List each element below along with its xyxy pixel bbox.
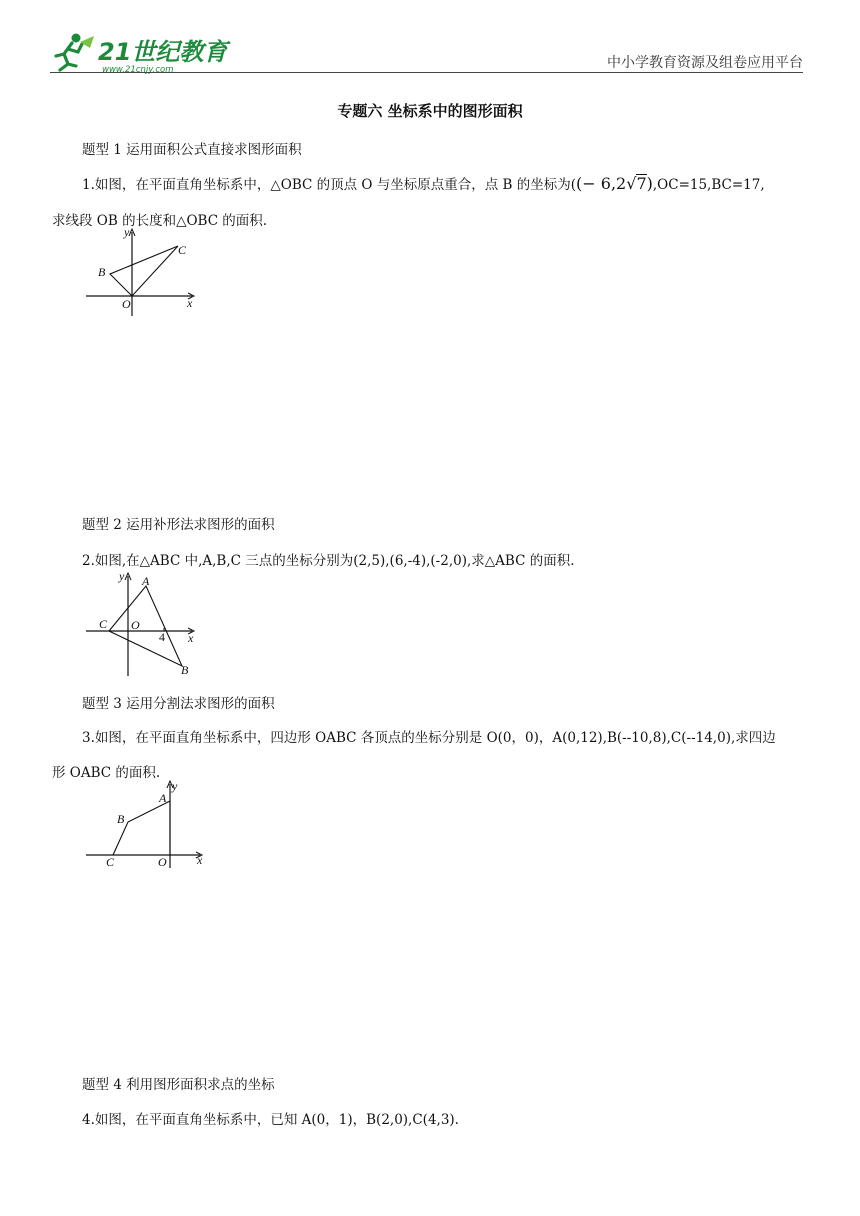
- platform-name: 中小学教育资源及组卷应用平台: [607, 55, 803, 71]
- problem-2-line1: 2.如图,在△ABC 中,A,B,C 三点的坐标分别为(2,5),(6,-4),(-2,0),求△ABC 的面积.: [82, 553, 575, 569]
- runner-icon: [56, 34, 94, 71]
- section-1-heading: 题型 1 运用面积公式直接求图形面积: [82, 142, 302, 158]
- section-4-heading: 题型 4 利用图形面积求点的坐标: [82, 1077, 275, 1093]
- label-b: B: [98, 265, 106, 279]
- problem-1-line2: 求线段 OB 的长度和△OBC 的面积.: [52, 213, 268, 229]
- problem-1-line1: 1.如图，在平面直角坐标系中，△OBC 的顶点 O 与坐标原点重合，点 B 的坐标为((− 6,2√7),OC=15,BC=17,: [82, 174, 765, 193]
- label-x: x: [187, 296, 193, 310]
- problem-4-line1: 4.如图，在平面直角坐标系中，已知 A(0，1)，B(2,0),C(4,3).: [82, 1112, 459, 1128]
- label-c: C: [178, 243, 187, 257]
- label-a: A: [159, 791, 167, 805]
- label-c: C: [106, 855, 115, 869]
- logo-url: www.21cnjy.com: [102, 65, 174, 74]
- figure-1-triangle-obc: [84, 224, 204, 316]
- figure-2-triangle-abc: [84, 568, 204, 678]
- sqrt-icon: √: [626, 174, 637, 193]
- coord-expression: (− 6,2√7): [576, 174, 653, 193]
- label-b: B: [181, 663, 189, 677]
- label-4: 4: [159, 630, 165, 644]
- label-c: C: [99, 617, 108, 631]
- problem-3-line2: 形 OABC 的面积.: [52, 765, 161, 781]
- label-y: y: [172, 779, 178, 793]
- logo: [50, 30, 240, 74]
- problem-3-line1: 3.如图，在平面直角坐标系中，四边形 OABC 各顶点的坐标分别是 O(0，0)，A(0,12),B(--10,8),C(--14,0),求四边: [82, 730, 776, 746]
- triangle-abc: [109, 586, 182, 666]
- section-2-heading: 题型 2 运用补形法求图形的面积: [82, 517, 275, 533]
- label-x: x: [188, 631, 194, 645]
- label-b: B: [117, 812, 125, 826]
- label-x: x: [197, 853, 203, 867]
- logo-text: 21世纪教育: [98, 38, 228, 66]
- page-header: [50, 30, 803, 78]
- label-o: O: [131, 618, 140, 632]
- label-y: y: [124, 225, 130, 239]
- label-y: y: [119, 569, 125, 583]
- label-a: A: [142, 574, 150, 588]
- figure-3-quadrilateral-oabc: [84, 776, 214, 872]
- label-o: O: [122, 297, 131, 311]
- label-o: O: [158, 855, 167, 869]
- triangle-obc: [110, 246, 178, 296]
- header-divider: [50, 72, 803, 73]
- page-title: 专题六 坐标系中的图形面积: [337, 102, 523, 120]
- section-3-heading: 题型 3 运用分割法求图形的面积: [82, 696, 275, 712]
- quadrilateral-oabc: [113, 801, 170, 855]
